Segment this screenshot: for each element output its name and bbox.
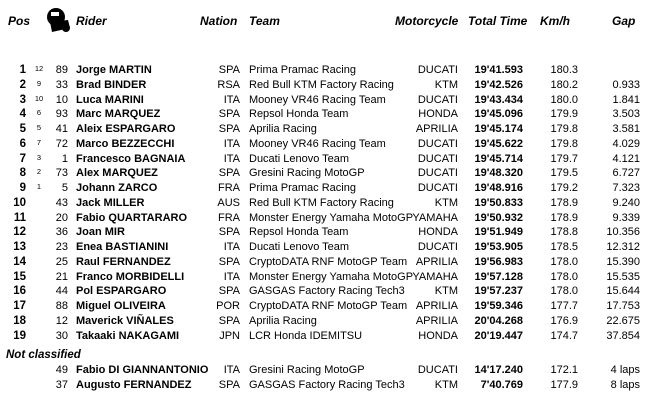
total-time: 19'42.526 bbox=[474, 78, 523, 91]
nation: ITA bbox=[223, 270, 240, 283]
not-classified-heading: Not classified bbox=[6, 349, 81, 361]
total-time: 19'45.714 bbox=[474, 152, 523, 165]
table-row bbox=[0, 122, 650, 137]
header-rider: Rider bbox=[76, 14, 107, 28]
motorcycle: APRILIA bbox=[415, 123, 458, 135]
table-row bbox=[0, 93, 650, 108]
total-time: 19'59.346 bbox=[474, 300, 523, 312]
rider-number: 72 bbox=[55, 137, 68, 150]
nation: ITA bbox=[223, 364, 240, 376]
team-name: GASGAS Factory Racing Tech3 bbox=[249, 285, 405, 298]
team-name: Gresini Racing MotoGP bbox=[249, 364, 365, 376]
motorcycle: KTM bbox=[434, 285, 458, 298]
table-row bbox=[0, 284, 650, 299]
rider-number: 88 bbox=[55, 300, 68, 312]
grid-position: 6 bbox=[36, 108, 42, 118]
nation: SPA bbox=[218, 108, 240, 121]
motorcycle: KTM bbox=[434, 196, 458, 209]
team-name: Gresini Racing MotoGP bbox=[249, 167, 365, 180]
nation: SPA bbox=[218, 314, 240, 327]
team-name: Monster Energy Yamaha MotoGP bbox=[249, 270, 414, 283]
motorcycle: DUCATI bbox=[417, 241, 458, 253]
position: 7 bbox=[19, 152, 26, 165]
rider-number: 5 bbox=[61, 182, 68, 194]
grid-position: 2 bbox=[36, 167, 42, 177]
grid-position: 7 bbox=[36, 137, 42, 147]
rider-number: 49 bbox=[55, 364, 68, 376]
motorcycle: DUCATI bbox=[417, 64, 458, 76]
speed-kmh: 179.9 bbox=[550, 108, 578, 121]
position: 12 bbox=[13, 226, 26, 239]
motorcycle: DUCATI bbox=[417, 93, 458, 106]
speed-kmh: 178.8 bbox=[550, 226, 578, 239]
nation: POR bbox=[216, 300, 240, 312]
team-name: Aprilia Racing bbox=[249, 123, 317, 135]
speed-kmh: 178.9 bbox=[550, 196, 578, 209]
speed-kmh: 178.0 bbox=[550, 255, 578, 268]
rider-number: 21 bbox=[55, 270, 68, 283]
motorcycle: DUCATI bbox=[417, 167, 458, 180]
nation: ITA bbox=[223, 152, 240, 165]
team-name: Ducati Lenovo Team bbox=[249, 152, 350, 165]
motorcycle: HONDA bbox=[418, 329, 458, 342]
rider-name: Jack MILLER bbox=[76, 196, 145, 209]
team-name: GASGAS Factory Racing Tech3 bbox=[249, 379, 405, 391]
grid-position: 1 bbox=[36, 182, 42, 191]
motorcycle: DUCATI bbox=[417, 364, 458, 376]
nation: ITA bbox=[223, 241, 240, 253]
team-name: LCR Honda IDEMITSU bbox=[249, 329, 363, 342]
gap: 9.240 bbox=[612, 196, 640, 209]
rider-name: Johann ZARCO bbox=[76, 182, 158, 194]
speed-kmh: 180.0 bbox=[550, 93, 578, 106]
position: 9 bbox=[19, 182, 26, 194]
speed-kmh: 178.0 bbox=[550, 285, 578, 298]
gap: 6.727 bbox=[612, 167, 640, 180]
total-time: 19'53.905 bbox=[474, 241, 523, 253]
total-time: 7'40.769 bbox=[480, 379, 523, 391]
total-time: 19'50.833 bbox=[474, 196, 523, 209]
table-row bbox=[0, 196, 650, 211]
total-time: 19'57.128 bbox=[474, 270, 523, 283]
speed-kmh: 177.7 bbox=[550, 300, 578, 312]
speed-kmh: 179.5 bbox=[550, 167, 578, 180]
grid-position: 10 bbox=[34, 93, 44, 103]
position: 5 bbox=[19, 123, 26, 135]
motorcycle: DUCATI bbox=[417, 182, 458, 194]
gap: 7.323 bbox=[612, 182, 640, 194]
nation: SPA bbox=[218, 64, 240, 76]
team-name: CryptoDATA RNF MotoGP Team bbox=[249, 255, 408, 268]
rider-number: 37 bbox=[55, 379, 68, 391]
table-row bbox=[0, 107, 650, 122]
table-row bbox=[0, 225, 650, 240]
speed-kmh: 179.2 bbox=[550, 182, 578, 194]
position: 1 bbox=[19, 64, 26, 76]
speed-kmh: 174.7 bbox=[550, 329, 578, 342]
gap: 22.675 bbox=[606, 314, 640, 327]
table-row bbox=[0, 329, 650, 344]
header-nation: Nation bbox=[200, 14, 238, 28]
speed-kmh: 177.9 bbox=[550, 379, 578, 391]
position: 13 bbox=[13, 241, 26, 253]
motorcycle: YAMAHA bbox=[412, 211, 458, 224]
rider-number: 89 bbox=[55, 64, 68, 76]
table-row bbox=[0, 211, 650, 226]
rider-number: 12 bbox=[55, 314, 68, 327]
table-header bbox=[0, 0, 650, 40]
nation: AUS bbox=[217, 196, 240, 209]
nation: SPA bbox=[218, 123, 240, 135]
nation: SPA bbox=[218, 226, 240, 239]
table-row bbox=[0, 255, 650, 270]
table-row bbox=[0, 137, 650, 152]
total-time: 19'48.320 bbox=[474, 167, 523, 180]
rider-name: Fabio QUARTARARO bbox=[76, 211, 188, 224]
team-name: Red Bull KTM Factory Racing bbox=[249, 196, 394, 209]
team-name: CryptoDATA RNF MotoGP Team bbox=[249, 300, 408, 312]
position: 2 bbox=[19, 78, 26, 91]
rider-number: 43 bbox=[55, 196, 68, 209]
header-total-time: Total Time bbox=[468, 14, 528, 28]
nation: JPN bbox=[219, 329, 240, 342]
team-name: Ducati Lenovo Team bbox=[249, 241, 350, 253]
gap: 15.644 bbox=[606, 285, 640, 298]
speed-kmh: 179.8 bbox=[550, 123, 578, 135]
table-row bbox=[0, 63, 650, 78]
grid-position: 5 bbox=[36, 123, 42, 132]
rider-number: 41 bbox=[55, 123, 68, 135]
gap: 12.312 bbox=[606, 241, 640, 253]
gap: 15.390 bbox=[606, 255, 640, 268]
rider-name: Maverick VIÑALES bbox=[76, 314, 174, 327]
total-time: 20'04.268 bbox=[474, 314, 523, 327]
gap: 15.535 bbox=[606, 270, 640, 283]
grid-position: 9 bbox=[36, 78, 42, 88]
total-time: 19'50.932 bbox=[474, 211, 523, 224]
rider-number: 20 bbox=[55, 211, 68, 224]
rider-name: Augusto FERNANDEZ bbox=[76, 379, 192, 391]
motorcycle: HONDA bbox=[418, 108, 458, 121]
gap: 3.503 bbox=[612, 108, 640, 121]
total-time: 19'51.949 bbox=[474, 226, 523, 239]
motorcycle: KTM bbox=[434, 78, 458, 91]
speed-kmh: 178.9 bbox=[550, 211, 578, 224]
rider-name: Brad BINDER bbox=[76, 78, 147, 91]
rider-name: Marco BEZZECCHI bbox=[76, 137, 175, 150]
team-name: Red Bull KTM Factory Racing bbox=[249, 78, 394, 91]
table-row bbox=[0, 240, 650, 255]
rider-name: Franco MORBIDELLI bbox=[76, 270, 185, 283]
position: 17 bbox=[13, 300, 26, 312]
motorcycle: APRILIA bbox=[415, 255, 458, 268]
speed-kmh: 178.0 bbox=[550, 270, 578, 283]
rider-name: Jorge MARTIN bbox=[76, 64, 152, 76]
position: 11 bbox=[13, 211, 26, 224]
nation: FRA bbox=[218, 211, 240, 224]
position: 16 bbox=[13, 285, 26, 298]
gap: 3.581 bbox=[612, 123, 640, 135]
rider-name: Takaaki NAKAGAMI bbox=[76, 329, 180, 342]
grid-position: 3 bbox=[36, 152, 42, 162]
rider-number: 25 bbox=[55, 255, 68, 268]
speed-kmh: 180.3 bbox=[550, 64, 578, 76]
rider-number: 1 bbox=[61, 152, 68, 165]
position: 4 bbox=[19, 108, 26, 121]
team-name: Monster Energy Yamaha MotoGP bbox=[249, 211, 414, 224]
speed-kmh: 179.7 bbox=[550, 152, 578, 165]
position: 10 bbox=[13, 196, 26, 209]
total-time: 19'43.434 bbox=[474, 93, 523, 106]
motorcycle: APRILIA bbox=[415, 314, 458, 327]
rider-name: Fabio DI GIANNANTONIO bbox=[76, 364, 209, 376]
table-row bbox=[0, 299, 650, 314]
not-classified-row bbox=[0, 363, 650, 378]
motorcycle: HONDA bbox=[418, 226, 458, 239]
team-name: Prima Pramac Racing bbox=[249, 64, 356, 76]
nation: FRA bbox=[218, 182, 240, 194]
rider-number: 23 bbox=[55, 241, 68, 253]
total-time: 19'45.096 bbox=[474, 108, 523, 121]
rider-name: Raul FERNANDEZ bbox=[76, 255, 171, 268]
position: 6 bbox=[19, 137, 26, 150]
rider-number: 93 bbox=[55, 108, 68, 121]
speed-kmh: 178.5 bbox=[550, 241, 578, 253]
gap: 17.753 bbox=[606, 300, 640, 312]
rider-number: 10 bbox=[55, 93, 68, 106]
rider-name: Miguel OLIVEIRA bbox=[76, 300, 166, 312]
nation: ITA bbox=[223, 93, 240, 106]
rider-number: 44 bbox=[55, 285, 68, 298]
rider-number: 73 bbox=[55, 167, 68, 180]
table-row bbox=[0, 78, 650, 93]
motorcycle: KTM bbox=[434, 379, 458, 391]
table-row bbox=[0, 152, 650, 167]
header-team: Team bbox=[249, 14, 280, 28]
gap: 37.854 bbox=[606, 329, 640, 342]
nation: SPA bbox=[218, 379, 240, 391]
gap: 0.933 bbox=[612, 78, 640, 91]
rider-name: Alex MARQUEZ bbox=[76, 167, 158, 180]
header-pos: Pos bbox=[8, 14, 31, 28]
table-row bbox=[0, 314, 650, 329]
grid-position: 12 bbox=[34, 64, 44, 73]
position: 19 bbox=[13, 329, 26, 342]
rider-name: Luca MARINI bbox=[76, 93, 144, 106]
gap: 1.841 bbox=[612, 93, 640, 106]
team-name: Aprilia Racing bbox=[249, 314, 317, 327]
position: 15 bbox=[13, 270, 26, 283]
motorcycle: YAMAHA bbox=[412, 270, 458, 283]
total-time: 19'45.174 bbox=[474, 123, 523, 135]
motorcycle: DUCATI bbox=[417, 137, 458, 150]
nation: ITA bbox=[223, 137, 240, 150]
nation: RSA bbox=[217, 78, 240, 91]
total-time: 19'41.593 bbox=[474, 64, 523, 76]
team-name: Mooney VR46 Racing Team bbox=[249, 93, 386, 106]
motorcycle: DUCATI bbox=[417, 152, 458, 165]
speed-kmh: 180.2 bbox=[550, 78, 578, 91]
motorcycle-rider-icon bbox=[42, 6, 74, 34]
rider-name: Francesco BAGNAIA bbox=[76, 152, 186, 165]
header-kmh: Km/h bbox=[540, 14, 570, 28]
header-gap: Gap bbox=[612, 14, 636, 28]
motorcycle: APRILIA bbox=[415, 300, 458, 312]
position: 18 bbox=[13, 314, 26, 327]
gap: 4.029 bbox=[612, 137, 640, 150]
total-time: 19'45.622 bbox=[474, 137, 523, 150]
table-row bbox=[0, 181, 650, 196]
table-row bbox=[0, 166, 650, 181]
gap: 8 laps bbox=[610, 379, 640, 391]
total-time: 14'17.240 bbox=[474, 364, 523, 376]
gap: 9.339 bbox=[612, 211, 640, 224]
total-time: 19'57.237 bbox=[474, 285, 523, 298]
table-row bbox=[0, 270, 650, 285]
speed-kmh: 179.8 bbox=[550, 137, 578, 150]
speed-kmh: 176.9 bbox=[550, 314, 578, 327]
rider-name: Aleix ESPARGARO bbox=[76, 123, 176, 135]
gap: 10.356 bbox=[606, 226, 640, 239]
rider-name: Pol ESPARGARO bbox=[76, 285, 167, 298]
team-name: Repsol Honda Team bbox=[249, 108, 349, 121]
nation: SPA bbox=[218, 285, 240, 298]
team-name: Mooney VR46 Racing Team bbox=[249, 137, 386, 150]
team-name: Prima Pramac Racing bbox=[249, 182, 356, 194]
gap: 4 laps bbox=[610, 364, 640, 376]
position: 14 bbox=[13, 255, 26, 268]
nation: SPA bbox=[218, 255, 240, 268]
not-classified-row bbox=[0, 378, 650, 393]
position: 3 bbox=[19, 93, 26, 106]
rider-name: Joan MIR bbox=[76, 226, 125, 239]
speed-kmh: 172.1 bbox=[550, 364, 578, 376]
header-motorcycle: Motorcycle bbox=[395, 14, 459, 28]
rider-name: Marc MARQUEZ bbox=[76, 108, 161, 121]
team-name: Repsol Honda Team bbox=[249, 226, 349, 239]
rider-number: 33 bbox=[55, 78, 68, 91]
total-time: 19'48.916 bbox=[474, 182, 523, 194]
total-time: 19'56.983 bbox=[474, 255, 523, 268]
rider-number: 30 bbox=[55, 329, 68, 342]
rider-name: Enea BASTIANINI bbox=[76, 241, 169, 253]
rider-number: 36 bbox=[55, 226, 68, 239]
nation: SPA bbox=[218, 167, 240, 180]
total-time: 20'19.447 bbox=[474, 329, 523, 342]
position: 8 bbox=[19, 167, 26, 180]
gap: 4.121 bbox=[612, 152, 640, 165]
